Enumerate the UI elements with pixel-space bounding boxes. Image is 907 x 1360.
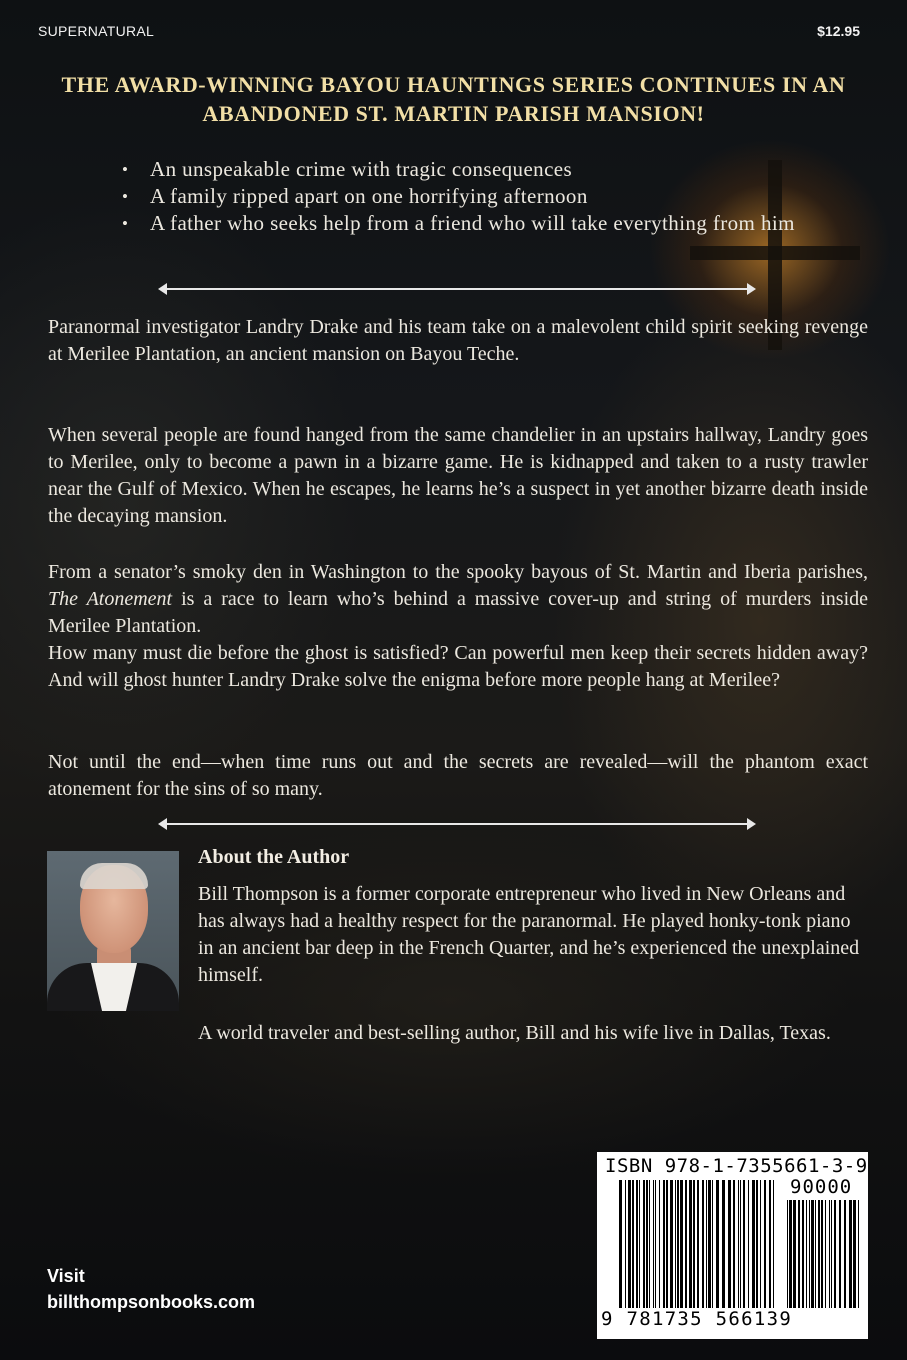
barcode-bar: [818, 1200, 820, 1308]
barcode-bar: [639, 1180, 640, 1308]
barcode-bar: [649, 1180, 650, 1308]
addon-barcode-bars: [787, 1200, 863, 1308]
barcode-bar: [697, 1180, 699, 1308]
barcode-bar: [825, 1200, 826, 1308]
barcode-bar: [675, 1180, 676, 1308]
barcode-bar: [815, 1200, 816, 1308]
barcode-bar: [722, 1180, 725, 1308]
barcode-bar: [834, 1200, 836, 1308]
barcode-bar: [793, 1200, 796, 1308]
barcode-bar: [685, 1180, 687, 1308]
barcode-bar: [764, 1180, 766, 1308]
barcode-bar: [858, 1200, 859, 1308]
author-heading: About the Author: [198, 846, 350, 868]
barcode-bar: [646, 1180, 648, 1308]
barcode-bar: [844, 1200, 846, 1308]
barcode-bar: [849, 1200, 852, 1308]
bullet-item: • A family ripped apart on one horrifying afternoon: [120, 183, 810, 210]
barcode-bar: [716, 1180, 719, 1308]
blurb-text: From a senator’s smoky den in Washington to the spooky bayous of St. Martin and Iberia parishes,: [48, 561, 868, 583]
barcode-bar: [806, 1200, 807, 1308]
book-title: The Atonement: [48, 588, 173, 610]
blurb-paragraph: How many must die before the ghost is satisfied? Can powerful men keep their secrets hidden away? And will ghost hunter Landry Drake solve the enigma before more people hang at Merilee?: [48, 642, 868, 691]
website-link[interactable]: billthompsonbooks.com: [47, 1292, 256, 1312]
barcode-bar: [693, 1180, 695, 1308]
blurb-paragraph: Not until the end—when time runs out and the secrets are revealed—will the phantom exact atonement for the sins of so many.: [48, 751, 868, 800]
barcode-bar: [708, 1180, 711, 1308]
isbn-barcode: [597, 1152, 868, 1339]
author-bio: A world traveler and best-selling author, Bill and his wife live in Dallas, Texas.: [198, 1022, 831, 1044]
visit-label: Visit: [47, 1266, 85, 1286]
genre-label: SUPERNATURAL: [38, 23, 155, 39]
bullet-item: • A father who seeks help from a friend who will take everything from him: [120, 210, 810, 237]
barcode-bar: [773, 1180, 774, 1308]
barcode-bar: [821, 1200, 823, 1308]
barcode-bar: [643, 1180, 645, 1308]
price-addon-number: 90000: [790, 1176, 853, 1198]
barcode-bar: [756, 1180, 758, 1308]
ean-number: 9 781735 566139: [601, 1308, 793, 1330]
barcode-bar: [680, 1180, 683, 1308]
barcode-bar: [659, 1180, 660, 1308]
bullet-item: • An unspeakable crime with tragic consequences: [120, 156, 810, 183]
barcode-bar: [712, 1180, 713, 1308]
barcode-bar: [655, 1180, 656, 1308]
blurb-text: is a race to learn who’s behind a massive cover-up and string of murders inside Merilee Plantation.: [48, 588, 869, 637]
barcode-bar: [853, 1200, 856, 1308]
barcode-bar: [632, 1180, 634, 1308]
author-bio: Bill Thompson is a former corporate entrepreneur who lived in New Orleans and has always had a healthy respect for the paranormal. He played honky-tonk piano in an ancient bar deep in the French Quarter, and he’s experienced the unexplained himself.: [198, 883, 860, 986]
blurb-paragraph: [48, 559, 868, 640]
barcode-bar: [839, 1200, 841, 1308]
barcode-bar: [748, 1180, 749, 1308]
barcode-bar: [663, 1180, 665, 1308]
divider-arrow: [158, 283, 756, 295]
barcode-bar: [738, 1180, 739, 1308]
barcode-bar: [802, 1200, 804, 1308]
barcode-bar: [752, 1180, 755, 1308]
headline: THE AWARD-WINNING BAYOU HAUNTINGS SERIES CONTINUES IN AN ABANDONED ST. MARTIN PARISH MANSION!: [61, 72, 846, 126]
ean-barcode-bars: [619, 1180, 779, 1310]
blurb-paragraph: When several people are found hanged from the same chandelier in an upstairs hallway, Landry goes to Merilee, only to become a pawn in a bizarre game. He is kidnapped and taken to a rusty trawler near the Gulf of Mexico. When he escapes, he learns he’s a suspect in yet another bizarre death inside the decaying mansion.: [48, 424, 868, 527]
barcode-bar: [769, 1180, 771, 1308]
barcode-bar: [670, 1180, 673, 1308]
bullet-list: [120, 156, 810, 237]
barcode-bar: [789, 1200, 792, 1308]
barcode-bar: [653, 1180, 654, 1308]
barcode-bar: [743, 1180, 745, 1308]
barcode-bar: [619, 1180, 622, 1308]
divider-arrow: [158, 818, 756, 830]
barcode-bar: [666, 1180, 668, 1308]
barcode-bar: [625, 1180, 626, 1308]
barcode-bar: [809, 1200, 810, 1308]
barcode-bar: [636, 1180, 638, 1308]
barcode-bar: [733, 1180, 735, 1308]
author-photo: [47, 851, 179, 1011]
barcode-bar: [760, 1180, 761, 1308]
price-label: $12.95: [817, 23, 860, 39]
barcode-bar: [811, 1200, 814, 1308]
barcode-bar: [677, 1180, 679, 1308]
barcode-bar: [740, 1180, 741, 1308]
barcode-bar: [706, 1180, 707, 1308]
barcode-bar: [689, 1180, 692, 1308]
barcode-bar: [831, 1200, 832, 1308]
barcode-bar: [829, 1200, 830, 1308]
barcode-bar: [787, 1200, 788, 1308]
barcode-bar: [728, 1180, 731, 1308]
barcode-bar: [702, 1180, 704, 1308]
website-block: [47, 1263, 255, 1315]
blurb-paragraph: Paranormal investigator Landry Drake and his team take on a malevolent child spirit seeking revenge at Merilee Plantation, an ancient mansion on Bayou Teche.: [48, 316, 868, 365]
barcode-bar: [798, 1200, 800, 1308]
barcode-bar: [628, 1180, 631, 1308]
isbn-text: ISBN 978-1-7355661-3-9: [605, 1155, 868, 1177]
